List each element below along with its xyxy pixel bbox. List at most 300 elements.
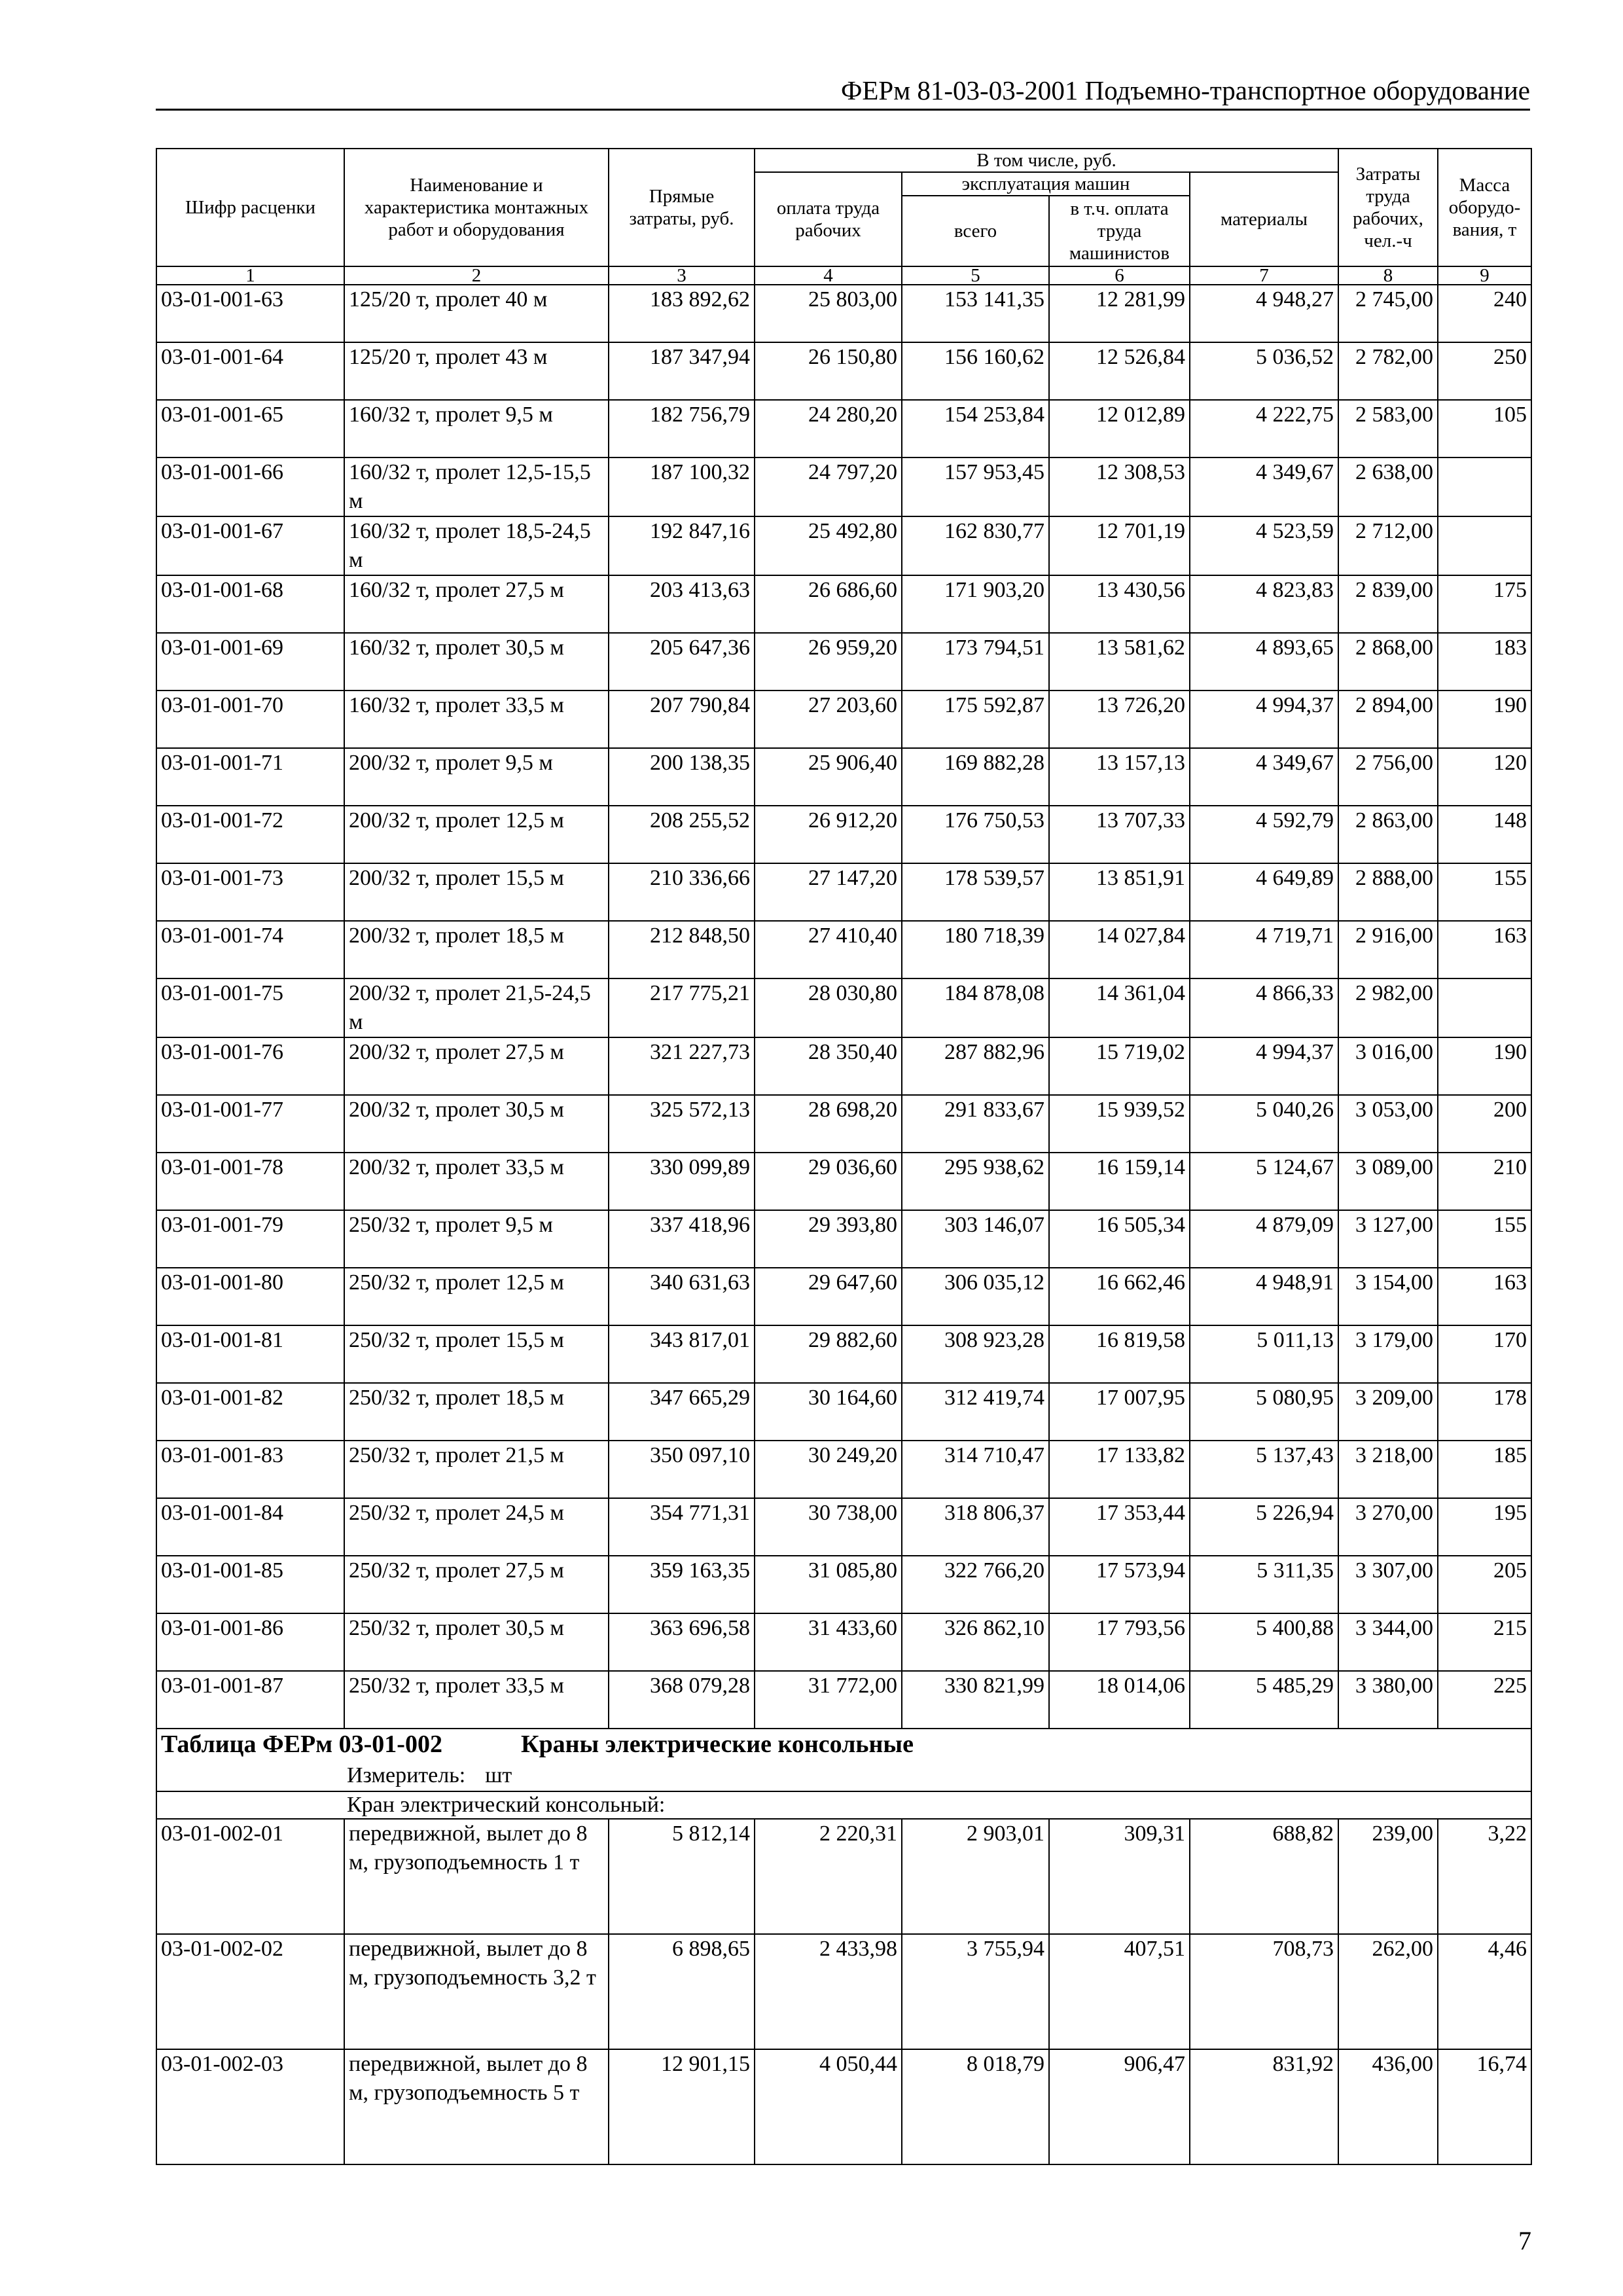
work-name: 160/32 т, пролет 27,5 м — [344, 575, 609, 633]
direct-cost: 6 898,65 — [609, 1934, 755, 2049]
table-row — [156, 1441, 1531, 1498]
machines-total: 287 882,96 — [902, 1037, 1049, 1095]
table-row — [156, 2049, 1531, 2164]
work-name: 250/32 т, пролет 27,5 м — [344, 1556, 609, 1613]
work-name: 200/32 т, пролет 12,5 м — [344, 806, 609, 863]
work-name: 200/32 т, пролет 9,5 м — [344, 748, 609, 806]
worker-wages: 25 492,80 — [755, 516, 902, 575]
table-row — [156, 863, 1531, 921]
col-header-including: В том числе, руб. — [755, 149, 1338, 172]
direct-cost: 350 097,10 — [609, 1441, 755, 1498]
machinist-wages: 15 719,02 — [1049, 1037, 1190, 1095]
materials-cost: 4 866,33 — [1190, 978, 1338, 1037]
work-name: 200/32 т, пролет 27,5 м — [344, 1037, 609, 1095]
direct-cost: 207 790,84 — [609, 691, 755, 748]
labor-hours: 2 712,00 — [1338, 516, 1438, 575]
machines-total: 306 035,12 — [902, 1268, 1049, 1325]
rate-code: 03-01-002-01 — [156, 1819, 344, 1934]
table-row — [156, 1037, 1531, 1095]
materials-cost: 5 400,88 — [1190, 1613, 1338, 1671]
col-header-machines-wages: в т.ч. оплата труда машинистов — [1049, 196, 1190, 266]
rate-code: 03-01-002-03 — [156, 2049, 344, 2164]
materials-cost: 5 036,52 — [1190, 342, 1338, 400]
col-header-labor: Затраты труда рабочих, чел.-ч — [1338, 149, 1438, 266]
table-row — [156, 1934, 1531, 2049]
machines-total: 312 419,74 — [902, 1383, 1049, 1441]
labor-hours: 3 218,00 — [1338, 1441, 1438, 1498]
materials-cost: 5 080,95 — [1190, 1383, 1338, 1441]
work-name: 160/32 т, пролет 18,5-24,5 м — [344, 516, 609, 575]
equipment-mass: 205 — [1438, 1556, 1531, 1613]
machines-total: 2 903,01 — [902, 1819, 1049, 1934]
price-table — [156, 148, 1532, 2165]
equipment-mass: 170 — [1438, 1325, 1531, 1383]
machinist-wages: 14 027,84 — [1049, 921, 1190, 978]
labor-hours: 3 016,00 — [1338, 1037, 1438, 1095]
machinist-wages: 17 573,94 — [1049, 1556, 1190, 1613]
worker-wages: 2 433,98 — [755, 1934, 902, 2049]
work-name: 250/32 т, пролет 24,5 м — [344, 1498, 609, 1556]
rate-code: 03-01-001-74 — [156, 921, 344, 978]
machines-total: 295 938,62 — [902, 1153, 1049, 1210]
labor-hours: 2 745,00 — [1338, 285, 1438, 342]
machines-total: 3 755,94 — [902, 1934, 1049, 2049]
materials-cost: 4 222,75 — [1190, 400, 1338, 457]
rate-code: 03-01-001-65 — [156, 400, 344, 457]
worker-wages: 26 150,80 — [755, 342, 902, 400]
column-number: 8 — [1338, 266, 1438, 285]
column-number: 6 — [1049, 266, 1190, 285]
worker-wages: 4 050,44 — [755, 2049, 902, 2164]
machines-total: 162 830,77 — [902, 516, 1049, 575]
machinist-wages: 12 281,99 — [1049, 285, 1190, 342]
machines-total: 180 718,39 — [902, 921, 1049, 978]
col-header-machines: эксплуатация машин — [902, 172, 1190, 196]
table-row — [156, 978, 1531, 1037]
direct-cost: 321 227,73 — [609, 1037, 755, 1095]
machines-total: 171 903,20 — [902, 575, 1049, 633]
column-number: 7 — [1190, 266, 1338, 285]
table-row — [156, 1671, 1531, 1729]
machinist-wages: 16 662,46 — [1049, 1268, 1190, 1325]
table-row — [156, 748, 1531, 806]
machinist-wages: 407,51 — [1049, 1934, 1190, 2049]
machinist-wages: 13 581,62 — [1049, 633, 1190, 691]
table-row — [156, 1613, 1531, 1671]
work-name: передвижной, вылет до 8 м, грузоподъемность 5 т — [344, 2049, 609, 2164]
direct-cost: 182 756,79 — [609, 400, 755, 457]
labor-hours: 2 583,00 — [1338, 400, 1438, 457]
machinist-wages: 13 430,56 — [1049, 575, 1190, 633]
direct-cost: 359 163,35 — [609, 1556, 755, 1613]
work-name: 200/32 т, пролет 33,5 м — [344, 1153, 609, 1210]
machinist-wages: 18 014,06 — [1049, 1671, 1190, 1729]
direct-cost: 337 418,96 — [609, 1210, 755, 1268]
worker-wages: 27 147,20 — [755, 863, 902, 921]
machinist-wages: 14 361,04 — [1049, 978, 1190, 1037]
direct-cost: 354 771,31 — [609, 1498, 755, 1556]
materials-cost: 5 124,67 — [1190, 1153, 1338, 1210]
machines-total: 330 821,99 — [902, 1671, 1049, 1729]
equipment-mass: 16,74 — [1438, 2049, 1531, 2164]
worker-wages: 30 738,00 — [755, 1498, 902, 1556]
equipment-mass: 215 — [1438, 1613, 1531, 1671]
rate-code: 03-01-001-67 — [156, 516, 344, 575]
group-title: Кран электрический консольный: — [156, 1791, 1531, 1819]
worker-wages: 28 350,40 — [755, 1037, 902, 1095]
page-number: 7 — [1518, 2226, 1531, 2255]
worker-wages: 27 203,60 — [755, 691, 902, 748]
machines-total: 184 878,08 — [902, 978, 1049, 1037]
worker-wages: 26 686,60 — [755, 575, 902, 633]
rate-code: 03-01-002-02 — [156, 1934, 344, 2049]
rate-code: 03-01-001-81 — [156, 1325, 344, 1383]
table-row — [156, 1819, 1531, 1934]
measure-unit: шт — [485, 1763, 512, 1787]
rate-code: 03-01-001-82 — [156, 1383, 344, 1441]
rate-code: 03-01-001-84 — [156, 1498, 344, 1556]
equipment-mass: 190 — [1438, 1037, 1531, 1095]
work-name: передвижной, вылет до 8 м, грузоподъемность 3,2 т — [344, 1934, 609, 2049]
col-header-materials: материалы — [1190, 172, 1338, 266]
machinist-wages: 906,47 — [1049, 2049, 1190, 2164]
equipment-mass: 225 — [1438, 1671, 1531, 1729]
section-title — [156, 1729, 1531, 1791]
table-row — [156, 575, 1531, 633]
materials-cost: 4 823,83 — [1190, 575, 1338, 633]
materials-cost: 708,73 — [1190, 1934, 1338, 2049]
equipment-mass — [1438, 978, 1531, 1037]
machines-total: 322 766,20 — [902, 1556, 1049, 1613]
worker-wages: 29 393,80 — [755, 1210, 902, 1268]
column-number: 2 — [344, 266, 609, 285]
worker-wages: 29 036,60 — [755, 1153, 902, 1210]
machinist-wages: 13 707,33 — [1049, 806, 1190, 863]
equipment-mass: 240 — [1438, 285, 1531, 342]
materials-cost: 4 948,27 — [1190, 285, 1338, 342]
machines-total: 169 882,28 — [902, 748, 1049, 806]
labor-hours: 2 982,00 — [1338, 978, 1438, 1037]
rate-code: 03-01-001-73 — [156, 863, 344, 921]
machines-total: 156 160,62 — [902, 342, 1049, 400]
machines-total: 303 146,07 — [902, 1210, 1049, 1268]
direct-cost: 343 817,01 — [609, 1325, 755, 1383]
table-row — [156, 633, 1531, 691]
table-row — [156, 1556, 1531, 1613]
direct-cost: 217 775,21 — [609, 978, 755, 1037]
rate-code: 03-01-001-83 — [156, 1441, 344, 1498]
labor-hours: 436,00 — [1338, 2049, 1438, 2164]
labor-hours: 2 756,00 — [1338, 748, 1438, 806]
equipment-mass: 163 — [1438, 1268, 1531, 1325]
rate-code: 03-01-001-79 — [156, 1210, 344, 1268]
header-rule — [156, 109, 1530, 111]
labor-hours: 2 894,00 — [1338, 691, 1438, 748]
equipment-mass: 185 — [1438, 1441, 1531, 1498]
labor-hours: 2 782,00 — [1338, 342, 1438, 400]
worker-wages: 29 882,60 — [755, 1325, 902, 1383]
materials-cost: 4 719,71 — [1190, 921, 1338, 978]
worker-wages: 30 164,60 — [755, 1383, 902, 1441]
rate-code: 03-01-001-85 — [156, 1556, 344, 1613]
column-number: 4 — [755, 266, 902, 285]
equipment-mass: 200 — [1438, 1095, 1531, 1153]
machines-total: 291 833,67 — [902, 1095, 1049, 1153]
worker-wages: 24 797,20 — [755, 457, 902, 516]
col-header-mass: Масса оборудо-вания, т — [1438, 149, 1531, 266]
direct-cost: 192 847,16 — [609, 516, 755, 575]
direct-cost: 325 572,13 — [609, 1095, 755, 1153]
direct-cost: 183 892,62 — [609, 285, 755, 342]
labor-hours: 2 638,00 — [1338, 457, 1438, 516]
section-title-row — [156, 1729, 1531, 1791]
materials-cost: 5 040,26 — [1190, 1095, 1338, 1153]
work-name: 250/32 т, пролет 15,5 м — [344, 1325, 609, 1383]
column-number: 5 — [902, 266, 1049, 285]
table-row — [156, 1095, 1531, 1153]
table-row — [156, 285, 1531, 342]
labor-hours: 2 888,00 — [1338, 863, 1438, 921]
labor-hours: 2 863,00 — [1338, 806, 1438, 863]
column-number: 9 — [1438, 266, 1531, 285]
materials-cost: 4 349,67 — [1190, 748, 1338, 806]
machines-total: 153 141,35 — [902, 285, 1049, 342]
rate-code: 03-01-001-86 — [156, 1613, 344, 1671]
machinist-wages: 17 133,82 — [1049, 1441, 1190, 1498]
machinist-wages: 13 726,20 — [1049, 691, 1190, 748]
machines-total: 175 592,87 — [902, 691, 1049, 748]
materials-cost: 5 137,43 — [1190, 1441, 1338, 1498]
labor-hours: 262,00 — [1338, 1934, 1438, 2049]
work-name: 250/32 т, пролет 30,5 м — [344, 1613, 609, 1671]
materials-cost: 4 349,67 — [1190, 457, 1338, 516]
rate-code: 03-01-001-77 — [156, 1095, 344, 1153]
direct-cost: 187 100,32 — [609, 457, 755, 516]
col-header-code: Шифр расценки — [156, 149, 344, 266]
col-header-wages: оплата труда рабочих — [755, 172, 902, 266]
work-name: 200/32 т, пролет 30,5 м — [344, 1095, 609, 1153]
direct-cost: 12 901,15 — [609, 2049, 755, 2164]
work-name: передвижной, вылет до 8 м, грузоподъемность 1 т — [344, 1819, 609, 1934]
col-header-direct: Прямые затраты, руб. — [609, 149, 755, 266]
materials-cost: 4 948,91 — [1190, 1268, 1338, 1325]
equipment-mass: 175 — [1438, 575, 1531, 633]
worker-wages: 28 030,80 — [755, 978, 902, 1037]
rate-code: 03-01-001-72 — [156, 806, 344, 863]
worker-wages: 24 280,20 — [755, 400, 902, 457]
table-row — [156, 1268, 1531, 1325]
rate-code: 03-01-001-71 — [156, 748, 344, 806]
materials-cost: 4 592,79 — [1190, 806, 1338, 863]
column-number-row — [156, 266, 1531, 285]
rate-code: 03-01-001-87 — [156, 1671, 344, 1729]
machines-total: 326 862,10 — [902, 1613, 1049, 1671]
work-name: 125/20 т, пролет 40 м — [344, 285, 609, 342]
machinist-wages: 16 505,34 — [1049, 1210, 1190, 1268]
measure-label: Измеритель: — [347, 1763, 466, 1787]
group-title-row — [156, 1791, 1531, 1819]
materials-cost: 831,92 — [1190, 2049, 1338, 2164]
work-name: 250/32 т, пролет 9,5 м — [344, 1210, 609, 1268]
rate-code: 03-01-001-69 — [156, 633, 344, 691]
equipment-mass: 190 — [1438, 691, 1531, 748]
rate-code: 03-01-001-64 — [156, 342, 344, 400]
materials-cost: 4 879,09 — [1190, 1210, 1338, 1268]
direct-cost: 363 696,58 — [609, 1613, 755, 1671]
table-row — [156, 1153, 1531, 1210]
work-name: 160/32 т, пролет 33,5 м — [344, 691, 609, 748]
machines-total: 157 953,45 — [902, 457, 1049, 516]
machines-total: 318 806,37 — [902, 1498, 1049, 1556]
equipment-mass: 155 — [1438, 863, 1531, 921]
equipment-mass: 183 — [1438, 633, 1531, 691]
rate-code: 03-01-001-78 — [156, 1153, 344, 1210]
machines-total: 173 794,51 — [902, 633, 1049, 691]
rate-code: 03-01-001-66 — [156, 457, 344, 516]
machinist-wages: 12 012,89 — [1049, 400, 1190, 457]
rate-code: 03-01-001-80 — [156, 1268, 344, 1325]
table-title: Краны электрические консольные — [520, 1731, 914, 1758]
labor-hours: 2 868,00 — [1338, 633, 1438, 691]
labor-hours: 3 179,00 — [1338, 1325, 1438, 1383]
direct-cost: 340 631,63 — [609, 1268, 755, 1325]
worker-wages: 31 085,80 — [755, 1556, 902, 1613]
direct-cost: 347 665,29 — [609, 1383, 755, 1441]
machinist-wages: 16 159,14 — [1049, 1153, 1190, 1210]
worker-wages: 2 220,31 — [755, 1819, 902, 1934]
table-row — [156, 921, 1531, 978]
machinist-wages: 12 701,19 — [1049, 516, 1190, 575]
machinist-wages: 17 793,56 — [1049, 1613, 1190, 1671]
direct-cost: 205 647,36 — [609, 633, 755, 691]
direct-cost: 203 413,63 — [609, 575, 755, 633]
table-row — [156, 1325, 1531, 1383]
table-row — [156, 691, 1531, 748]
work-name: 200/32 т, пролет 18,5 м — [344, 921, 609, 978]
machinist-wages: 12 308,53 — [1049, 457, 1190, 516]
labor-hours: 2 839,00 — [1338, 575, 1438, 633]
table-row — [156, 457, 1531, 516]
work-name: 160/32 т, пролет 30,5 м — [344, 633, 609, 691]
machines-total: 8 018,79 — [902, 2049, 1049, 2164]
machinist-wages: 15 939,52 — [1049, 1095, 1190, 1153]
machinist-wages: 13 157,13 — [1049, 748, 1190, 806]
materials-cost: 5 226,94 — [1190, 1498, 1338, 1556]
worker-wages: 29 647,60 — [755, 1268, 902, 1325]
equipment-mass: 178 — [1438, 1383, 1531, 1441]
work-name: 125/20 т, пролет 43 м — [344, 342, 609, 400]
equipment-mass: 4,46 — [1438, 1934, 1531, 2049]
work-name: 160/32 т, пролет 12,5-15,5 м — [344, 457, 609, 516]
direct-cost: 187 347,94 — [609, 342, 755, 400]
materials-cost: 4 649,89 — [1190, 863, 1338, 921]
equipment-mass: 3,22 — [1438, 1819, 1531, 1934]
labor-hours: 3 127,00 — [1338, 1210, 1438, 1268]
rate-code: 03-01-001-70 — [156, 691, 344, 748]
rate-code: 03-01-001-76 — [156, 1037, 344, 1095]
labor-hours: 2 916,00 — [1338, 921, 1438, 978]
rate-code: 03-01-001-68 — [156, 575, 344, 633]
work-name: 250/32 т, пролет 12,5 м — [344, 1268, 609, 1325]
materials-cost: 4 893,65 — [1190, 633, 1338, 691]
work-name: 200/32 т, пролет 15,5 м — [344, 863, 609, 921]
labor-hours: 3 154,00 — [1338, 1268, 1438, 1325]
labor-hours: 3 089,00 — [1338, 1153, 1438, 1210]
table-row — [156, 516, 1531, 575]
machinist-wages: 309,31 — [1049, 1819, 1190, 1934]
worker-wages: 28 698,20 — [755, 1095, 902, 1153]
worker-wages: 26 912,20 — [755, 806, 902, 863]
table-code: Таблица ФЕРм 03-01-002 — [161, 1731, 442, 1758]
machinist-wages: 12 526,84 — [1049, 342, 1190, 400]
worker-wages: 26 959,20 — [755, 633, 902, 691]
col-header-machines-total: всего — [902, 196, 1049, 266]
worker-wages: 27 410,40 — [755, 921, 902, 978]
direct-cost: 330 099,89 — [609, 1153, 755, 1210]
machines-total: 308 923,28 — [902, 1325, 1049, 1383]
materials-cost: 4 994,37 — [1190, 1037, 1338, 1095]
table-row — [156, 342, 1531, 400]
worker-wages: 31 772,00 — [755, 1671, 902, 1729]
machinist-wages: 17 353,44 — [1049, 1498, 1190, 1556]
direct-cost: 212 848,50 — [609, 921, 755, 978]
materials-cost: 4 523,59 — [1190, 516, 1338, 575]
machines-total: 176 750,53 — [902, 806, 1049, 863]
table-row — [156, 806, 1531, 863]
equipment-mass: 155 — [1438, 1210, 1531, 1268]
work-name: 250/32 т, пролет 21,5 м — [344, 1441, 609, 1498]
direct-cost: 368 079,28 — [609, 1671, 755, 1729]
direct-cost: 5 812,14 — [609, 1819, 755, 1934]
worker-wages: 31 433,60 — [755, 1613, 902, 1671]
materials-cost: 5 311,35 — [1190, 1556, 1338, 1613]
work-name: 200/32 т, пролет 21,5-24,5 м — [344, 978, 609, 1037]
labor-hours: 3 380,00 — [1338, 1671, 1438, 1729]
direct-cost: 200 138,35 — [609, 748, 755, 806]
equipment-mass: 195 — [1438, 1498, 1531, 1556]
direct-cost: 208 255,52 — [609, 806, 755, 863]
worker-wages: 25 803,00 — [755, 285, 902, 342]
labor-hours: 239,00 — [1338, 1819, 1438, 1934]
work-name: 160/32 т, пролет 9,5 м — [344, 400, 609, 457]
equipment-mass: 105 — [1438, 400, 1531, 457]
machinist-wages: 17 007,95 — [1049, 1383, 1190, 1441]
worker-wages: 30 249,20 — [755, 1441, 902, 1498]
machinist-wages: 13 851,91 — [1049, 863, 1190, 921]
machinist-wages: 16 819,58 — [1049, 1325, 1190, 1383]
machines-total: 314 710,47 — [902, 1441, 1049, 1498]
table-row — [156, 1383, 1531, 1441]
labor-hours: 3 053,00 — [1338, 1095, 1438, 1153]
equipment-mass — [1438, 457, 1531, 516]
machines-total: 154 253,84 — [902, 400, 1049, 457]
equipment-mass: 163 — [1438, 921, 1531, 978]
equipment-mass — [1438, 516, 1531, 575]
equipment-mass: 148 — [1438, 806, 1531, 863]
equipment-mass: 210 — [1438, 1153, 1531, 1210]
worker-wages: 25 906,40 — [755, 748, 902, 806]
materials-cost: 4 994,37 — [1190, 691, 1338, 748]
table-row — [156, 1498, 1531, 1556]
column-number: 3 — [609, 266, 755, 285]
rate-code: 03-01-001-75 — [156, 978, 344, 1037]
labor-hours: 3 307,00 — [1338, 1556, 1438, 1613]
work-name: 250/32 т, пролет 18,5 м — [344, 1383, 609, 1441]
materials-cost: 688,82 — [1190, 1819, 1338, 1934]
col-header-name: Наименование и характеристика монтажных работ и оборудования — [344, 149, 609, 266]
rate-code: 03-01-001-63 — [156, 285, 344, 342]
equipment-mass: 120 — [1438, 748, 1531, 806]
